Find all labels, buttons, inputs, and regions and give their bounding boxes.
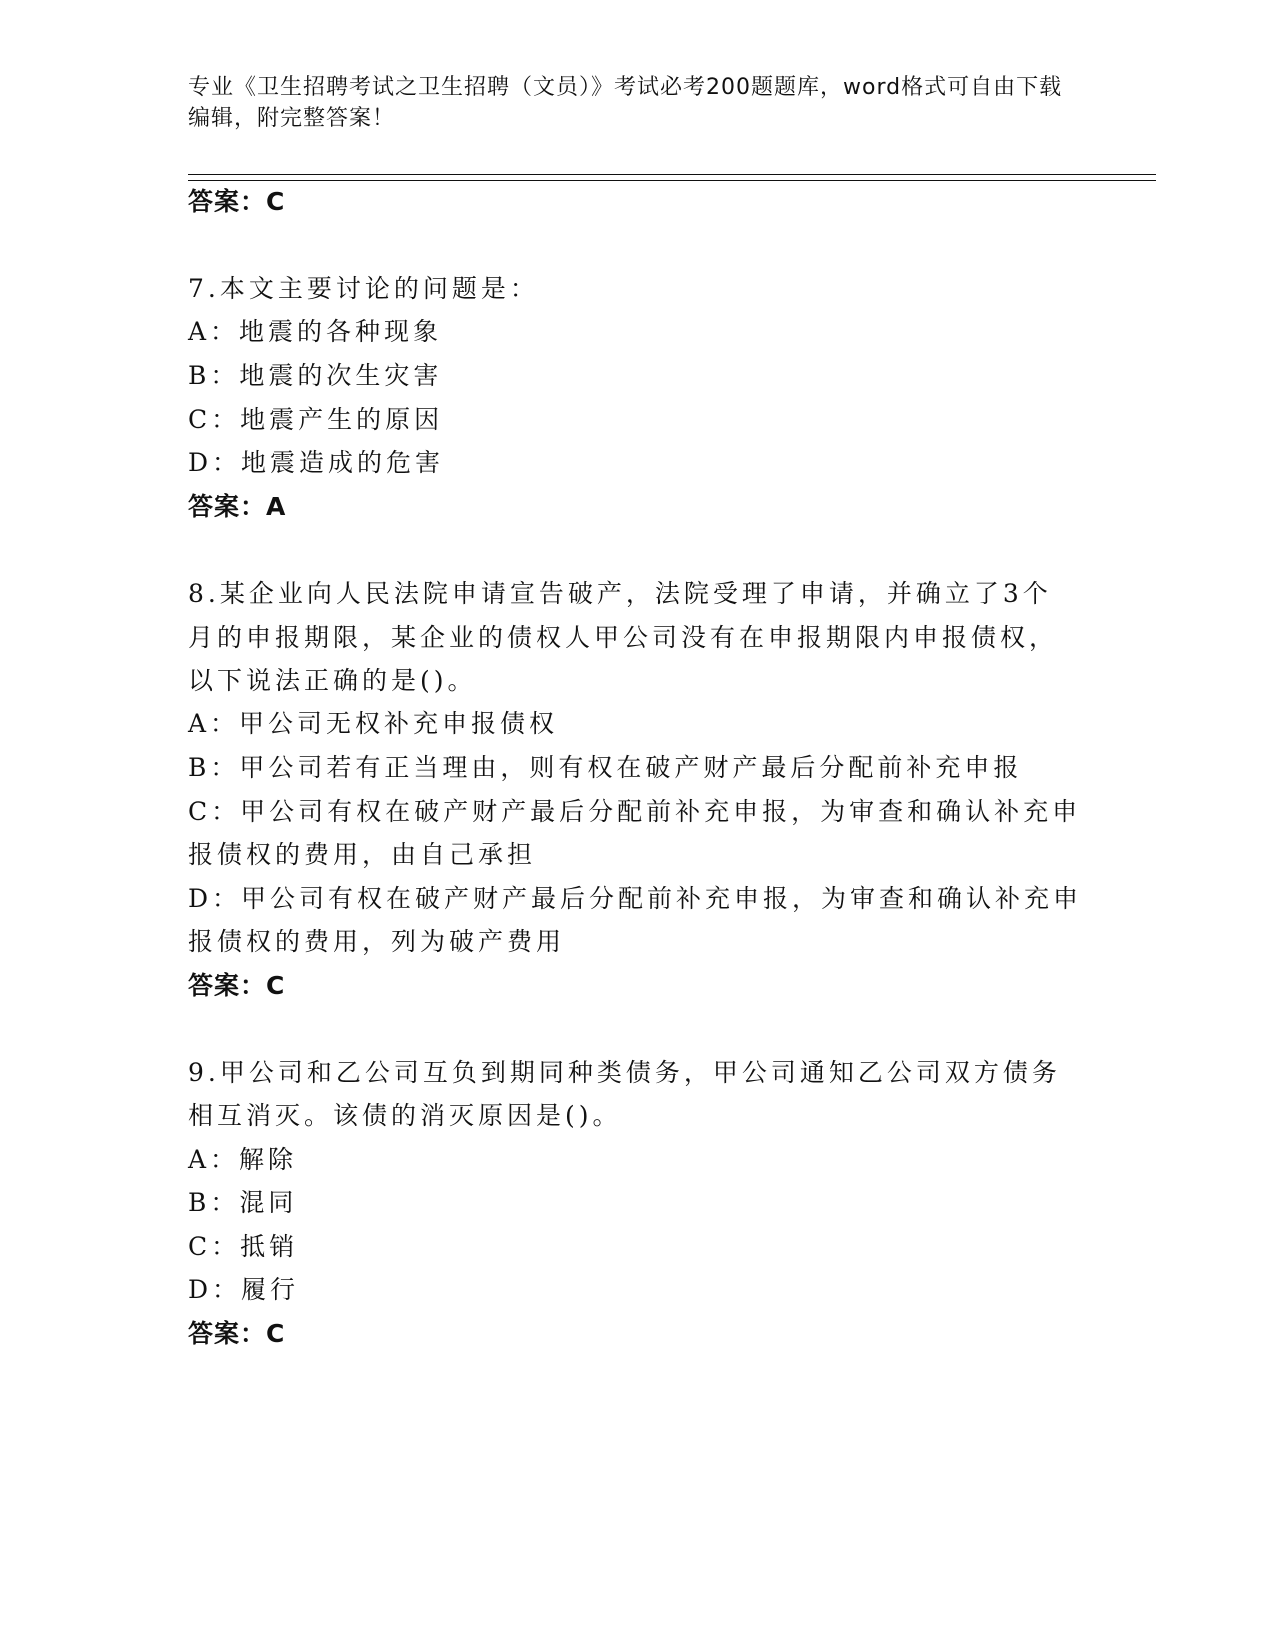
header-rule-top — [188, 174, 1156, 175]
question-7-stem: 7.本文主要讨论的问题是： — [188, 274, 539, 303]
question-8-option-b: B：甲公司若有正当理由，则有权在破产财产最后分配前补充申报 — [188, 753, 1023, 782]
question-7-answer: 答案：A — [188, 492, 287, 521]
question-8-option-c-line-2: 报债权的费用，由自己承担 — [188, 840, 537, 869]
question-9-option-b: B：混同 — [188, 1188, 298, 1217]
question-7-option-a: A：地震的各种现象 — [188, 317, 443, 346]
previous-answer: 答案：C — [188, 187, 286, 216]
question-9-option-d: D：履行 — [188, 1275, 300, 1304]
document-header: 专业《卫生招聘考试之卫生招聘（文员）》考试必考200题题库，word格式可自由下载编辑，附完整答案！ — [188, 75, 1063, 131]
question-9-answer: 答案：C — [188, 1319, 286, 1348]
question-9-option-a: A：解除 — [188, 1145, 298, 1174]
question-8-stem-line-2: 月的申报期限，某企业的债权人甲公司没有在申报期限内申报债权， — [188, 623, 1059, 652]
question-8-stem-line-1: 8.某企业向人民法院申请宣告破产，法院受理了申请，并确立了3个 — [188, 579, 1052, 608]
question-8-option-d-line-2: 报债权的费用，列为破产费用 — [188, 927, 566, 956]
question-8-option-a: A：甲公司无权补充申报债权 — [188, 709, 559, 738]
question-8-answer: 答案：C — [188, 971, 286, 1000]
question-7-option-d: D：地震造成的危害 — [188, 448, 445, 477]
header-rule-bottom — [188, 180, 1156, 181]
question-8-option-d-line-1: D：甲公司有权在破产财产最后分配前补充申报，为审查和确认补充申 — [188, 884, 1083, 913]
question-7-option-b: B：地震的次生灾害 — [188, 361, 443, 390]
question-7-option-c: C：地震产生的原因 — [188, 405, 444, 434]
question-9-stem-line-2: 相互消灭。该债的消灭原因是()。 — [188, 1101, 622, 1130]
question-9-option-c: C：抵销 — [188, 1232, 299, 1261]
question-9-stem-line-1: 9.甲公司和乙公司互负到期同种类债务，甲公司通知乙公司双方债务 — [188, 1058, 1061, 1087]
question-8-option-c-line-1: C：甲公司有权在破产财产最后分配前补充申报，为审查和确认补充申 — [188, 797, 1082, 826]
question-8-stem-line-3: 以下说法正确的是()。 — [188, 666, 477, 695]
